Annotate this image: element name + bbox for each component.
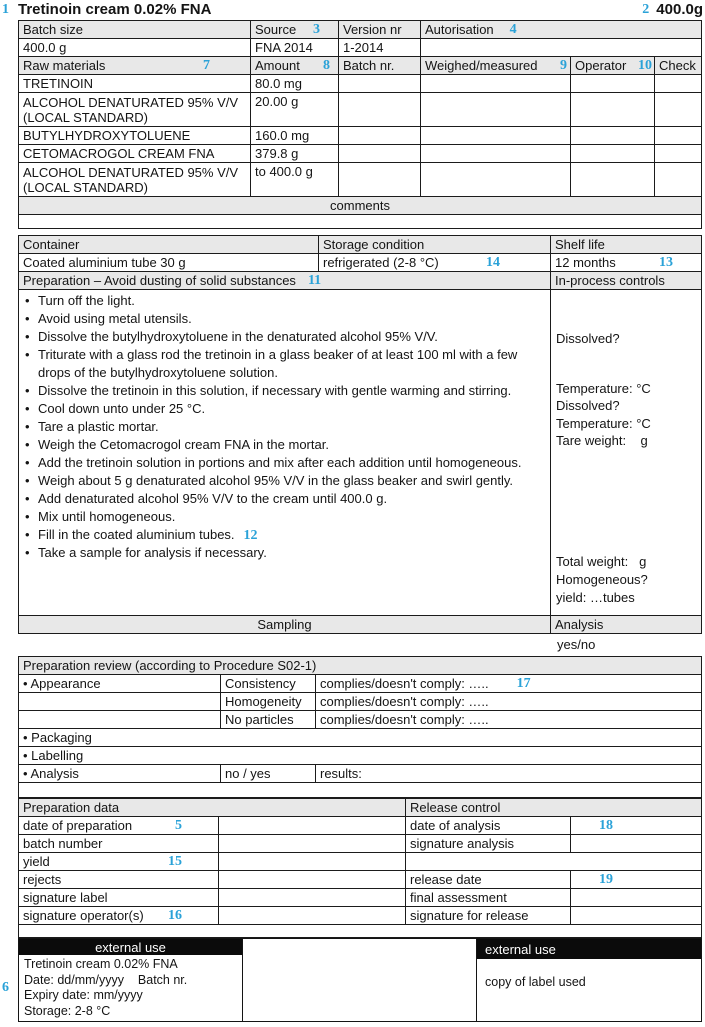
material-weighed-cell — [421, 163, 571, 196]
annotation-number-16: 16 — [168, 907, 182, 923]
materials-header-row — [19, 57, 701, 75]
control-line: Dissolved? — [556, 398, 620, 413]
preparation-step: • Triturate with a glass rod the tretinoin in a glass beaker of at least 100 ml with a few drops of the butylhydroxytoluene solution. — [25, 347, 518, 380]
material-row — [19, 163, 701, 197]
material-amount: 379.8 g — [251, 145, 339, 162]
batch-size-header: Batch size — [19, 21, 251, 38]
preparation-step: • Fill in the coated aluminium tubes. 12 — [25, 527, 258, 543]
prep-data-row — [19, 853, 701, 871]
material-batch-nr-cell — [339, 127, 421, 144]
review-item-labelling: • Labelling — [23, 748, 84, 763]
release-value-cell — [571, 835, 701, 852]
release-empty-merged-cell — [406, 853, 701, 870]
review-packaging-row — [19, 729, 701, 747]
release-value-cell — [571, 889, 701, 906]
material-name: ALCOHOL DENATURATED 95% V/V (LOCAL STANDARD) — [19, 163, 251, 196]
control-line: Homogeneous? — [556, 572, 648, 587]
storage-condition-header: Storage condition — [319, 236, 551, 253]
review-item-appearance: • Appearance — [19, 675, 221, 692]
source-header: Source 3 — [251, 21, 339, 38]
raw-materials-header: Raw materials 7 — [19, 57, 251, 74]
material-operator-cell — [571, 163, 655, 196]
bullet: • — [25, 311, 30, 326]
control-line: Dissolved? — [556, 331, 620, 346]
shelf-life-header: Shelf life — [555, 237, 605, 252]
prep-data-empty-row — [19, 925, 701, 937]
label-line-expiry: Expiry date: mm/yyyy — [24, 988, 143, 1002]
bullet: • — [25, 545, 30, 560]
preparation-step: • Weigh the Cetomacrogol cream FNA in the mortar. — [25, 437, 329, 452]
control-line: yield: …tubes — [556, 590, 635, 605]
check-header: Check — [659, 58, 696, 73]
label-paste-area — [243, 938, 477, 1022]
prep-data-release-table — [18, 798, 702, 938]
storage-header-row — [19, 236, 701, 254]
preparation-steps — [19, 290, 551, 615]
preparation-header-row — [19, 272, 701, 290]
analysis-header: Analysis — [555, 617, 604, 632]
annotation-number-2: 2 — [642, 1, 650, 17]
annotation-number-11: 11 — [307, 272, 322, 288]
annotation-number-9: 9 — [560, 57, 567, 73]
page-title: Tretinoin cream 0.02% FNA — [18, 1, 212, 18]
batch-weight: 400.0g — [656, 1, 703, 18]
review-row — [19, 711, 701, 729]
preparation-step: • Tare a plastic mortar. — [25, 419, 159, 434]
annotation-number-17: 17 — [516, 675, 531, 691]
annotation-number-18: 18 — [599, 817, 613, 833]
sampling-header: Sampling — [19, 616, 551, 633]
preparation-step: • Weigh about 5 g denaturated alcohol 95% V/V in the glass beaker and swirl gently. — [25, 473, 514, 488]
batch-value-row — [19, 39, 701, 57]
label-line-storage: Storage: 2-8 °C — [24, 1003, 111, 1018]
material-operator-cell — [571, 75, 655, 92]
material-row — [19, 93, 701, 127]
in-process-controls-header: In-process controls — [555, 273, 665, 288]
external-use-banner-right: external use — [477, 939, 701, 959]
preparation-step: • Avoid using metal utensils. — [25, 311, 192, 326]
material-check-cell — [655, 75, 701, 92]
release-label-date-of-analysis: date of analysis — [406, 817, 571, 834]
comments-empty-row — [19, 215, 701, 228]
annotation-number-8: 8 — [323, 57, 330, 73]
storage-condition-value: refrigerated (2-8 °C) 14 — [319, 254, 551, 271]
material-weighed-cell — [421, 145, 571, 162]
material-name: CETOMACROGOL CREAM FNA — [19, 145, 251, 162]
preparation-step: • Turn off the light. — [25, 293, 135, 308]
bullet: • — [25, 455, 30, 470]
external-use-banner-left: external use — [19, 939, 242, 955]
material-batch-nr-cell — [339, 75, 421, 92]
tube-label-body — [19, 955, 242, 1021]
prep-label-signature-label: signature label — [19, 889, 219, 906]
autorisation-value-cell — [421, 39, 701, 56]
material-operator-cell — [571, 93, 655, 126]
prep-data-row — [19, 817, 701, 835]
annotation-number-3: 3 — [313, 21, 320, 37]
material-row — [19, 127, 701, 145]
label-line-date-batch: Date: dd/mm/yyyy Batch nr. — [24, 972, 188, 987]
copy-label-body — [477, 959, 701, 1021]
sampling-row — [19, 616, 701, 633]
review-item-analysis: • Analysis — [19, 765, 221, 782]
prep-value-cell — [219, 835, 406, 852]
document-title-row — [2, 1, 703, 18]
annotation-number-19: 19 — [599, 871, 613, 887]
prep-value-cell — [219, 853, 406, 870]
annotation-number-5: 5 — [175, 817, 182, 833]
material-amount: to 400.0 g — [251, 163, 339, 196]
bullet: • — [25, 347, 30, 362]
material-batch-nr-cell — [339, 145, 421, 162]
review-header-row — [19, 657, 701, 675]
batch-and-materials-table — [18, 20, 702, 229]
material-batch-nr-cell — [339, 163, 421, 196]
prep-data-row — [19, 889, 701, 907]
prep-data-header-row — [19, 799, 701, 817]
prep-data-row — [19, 871, 701, 889]
amount-header: Amount 8 — [251, 57, 339, 74]
prep-label-batch-number: batch number — [19, 835, 219, 852]
annotation-number-7: 7 — [203, 57, 210, 73]
annotation-number-12: 12 — [243, 528, 258, 543]
weighed-measured-header: Weighed/measured 9 — [421, 57, 571, 74]
analysis-yes-no: yes/no — [557, 637, 596, 652]
material-amount: 80.0 mg — [251, 75, 339, 92]
review-item-packaging: • Packaging — [23, 730, 92, 745]
bullet: • — [25, 419, 30, 434]
prep-value-cell — [219, 889, 406, 906]
review-result: complies/doesn't comply: ….. — [320, 712, 489, 727]
review-result: complies/doesn't comply: ….. 17 — [320, 675, 531, 691]
bullet: • — [25, 329, 30, 344]
preparation-step: • Mix until homogeneous. — [25, 509, 176, 524]
preparation-step: • Cool down unto under 25 °C. — [25, 401, 206, 416]
material-weighed-cell — [421, 93, 571, 126]
annotation-number-13: 13 — [659, 254, 673, 270]
prep-value-cell — [219, 871, 406, 888]
preparation-step: • Add denaturated alcohol 95% V/V to the cream until 400.0 g. — [25, 491, 388, 506]
annotation-number-4: 4 — [509, 21, 517, 37]
annotation-number-15: 15 — [168, 853, 182, 869]
annotation-number-1: 1 — [2, 1, 9, 17]
review-criterion: Consistency — [221, 675, 316, 692]
bullet: • — [25, 491, 30, 506]
preparation-header: Preparation – Avoid dusting of solid substances 11 — [19, 272, 551, 289]
prep-label-signature-operators: signature operator(s) 16 — [19, 907, 219, 924]
material-row — [19, 145, 701, 163]
prep-value-cell — [219, 907, 406, 924]
container-header: Container — [19, 236, 319, 253]
preparation-review-table — [18, 656, 702, 798]
bullet: • — [25, 527, 30, 542]
annotation-number-14: 14 — [486, 254, 500, 270]
material-check-cell — [655, 145, 701, 162]
release-label-release-date: release date — [406, 871, 571, 888]
preparation-data-header: Preparation data — [19, 799, 406, 816]
labels-section — [18, 938, 702, 1022]
material-name: TRETINOIN — [19, 75, 251, 92]
operator-header: Operator 10 — [571, 57, 655, 74]
review-row — [19, 693, 701, 711]
copy-label-box — [477, 938, 702, 1022]
material-operator-cell — [571, 145, 655, 162]
prep-data-empty-cell — [19, 925, 701, 937]
copy-of-label-used-text: copy of label used — [485, 975, 586, 989]
review-criterion: No particles — [221, 711, 316, 728]
release-label-final-assessment: final assessment — [406, 889, 571, 906]
prep-label-date-of-preparation: date of preparation 5 — [19, 817, 219, 834]
review-analysis-results: results: — [320, 766, 362, 781]
material-amount: 20.00 g — [251, 93, 339, 126]
prep-label-rejects: rejects — [19, 871, 219, 888]
material-row — [19, 75, 701, 93]
release-value-cell — [571, 907, 701, 924]
bullet: • — [25, 383, 30, 398]
bullet: • — [25, 293, 30, 308]
version-value: 1-2014 — [339, 39, 421, 56]
review-row — [19, 675, 701, 693]
control-line: Total weight: g — [556, 554, 647, 569]
review-analysis-row — [19, 765, 701, 783]
bullet: • — [25, 473, 30, 488]
release-value-cell — [571, 871, 701, 888]
material-check-cell — [655, 163, 701, 196]
storage-value-row — [19, 254, 701, 272]
source-value: FNA 2014 — [251, 39, 339, 56]
version-header: Version nr — [339, 21, 421, 38]
release-control-header: Release control — [410, 800, 501, 815]
release-label-signature-analysis: signature analysis — [406, 835, 571, 852]
material-name: BUTYLHYDROXYTOLUENE — [19, 127, 251, 144]
review-labelling-row — [19, 747, 701, 765]
batch-nr-header: Batch nr. — [339, 57, 421, 74]
release-label-signature-for-release: signature for release — [406, 907, 571, 924]
release-value-cell — [571, 817, 701, 834]
batch-size-value: 400.0 g — [19, 39, 251, 56]
comments-header-row — [19, 197, 701, 215]
review-item-cell — [19, 711, 221, 728]
comments-header: comments — [330, 198, 390, 213]
annotation-number-10: 10 — [638, 57, 652, 73]
in-process-controls-cell — [551, 290, 701, 615]
review-item-cell — [19, 693, 221, 710]
prep-label-yield: yield 15 — [19, 853, 219, 870]
material-check-cell — [655, 93, 701, 126]
material-weighed-cell — [421, 75, 571, 92]
storage-and-preparation-table — [18, 235, 702, 634]
shelf-life-value: 12 months 13 — [555, 254, 673, 270]
review-empty-row — [19, 783, 701, 797]
material-amount: 160.0 mg — [251, 127, 339, 144]
review-analysis-choice: no / yes — [221, 765, 316, 782]
control-line: Tare weight: g — [556, 433, 648, 448]
label-line-product: Tretinoin cream 0.02% FNA — [24, 957, 178, 971]
preparation-step: • Take a sample for analysis if necessary. — [25, 545, 267, 560]
preparation-step: • Dissolve the butylhydroxytoluene in the denaturated alcohol 95% V/V. — [25, 329, 438, 344]
comments-cell — [19, 215, 701, 228]
autorisation-header: Autorisation 4 — [425, 21, 517, 37]
preparation-body-row — [19, 290, 701, 616]
container-value: Coated aluminium tube 30 g — [19, 254, 319, 271]
material-operator-cell — [571, 127, 655, 144]
review-header: Preparation review (according to Procedure S02-1) — [23, 658, 317, 673]
tube-label-box — [18, 938, 243, 1022]
review-result: complies/doesn't comply: ….. — [320, 694, 489, 709]
bullet: • — [25, 401, 30, 416]
material-name: ALCOHOL DENATURATED 95% V/V (LOCAL STANDARD) — [19, 93, 251, 126]
batch-header-row — [19, 21, 701, 39]
control-line: Temperature: °C — [556, 416, 651, 431]
review-criterion: Homogeneity — [221, 693, 316, 710]
prep-data-row — [19, 907, 701, 925]
control-line: Temperature: °C — [556, 381, 651, 396]
material-batch-nr-cell — [339, 93, 421, 126]
prep-value-cell — [219, 817, 406, 834]
material-check-cell — [655, 127, 701, 144]
bullet: • — [25, 509, 30, 524]
annotation-number-6: 6 — [2, 980, 9, 995]
prep-data-row — [19, 835, 701, 853]
preparation-step: • Add the tretinoin solution in portions and mix after each addition until homogeneous. — [25, 455, 522, 470]
bullet: • — [25, 437, 30, 452]
review-empty-cell — [19, 783, 701, 797]
preparation-step: • Dissolve the tretinoin in this solution, if necessary with gentle warming and stirring. — [25, 383, 512, 398]
material-weighed-cell — [421, 127, 571, 144]
